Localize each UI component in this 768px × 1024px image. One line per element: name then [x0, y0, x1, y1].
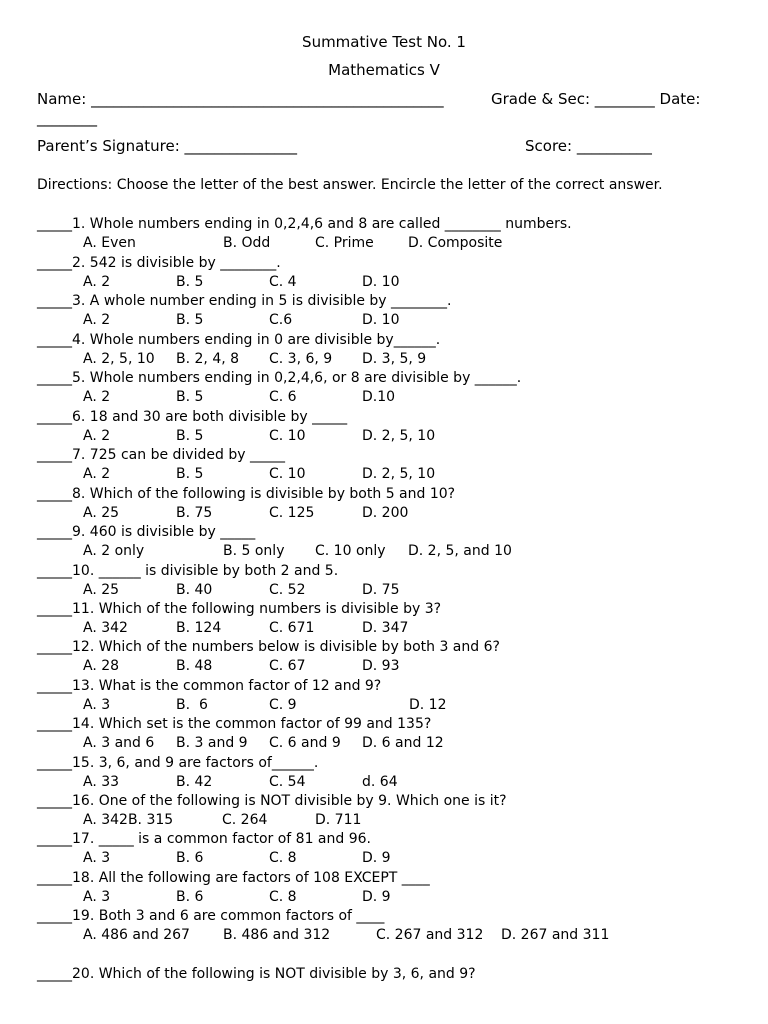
date-field-continuation: ________: [37, 109, 97, 127]
choice-c[interactable]: C. 10 only: [315, 543, 386, 559]
choice-d[interactable]: D. 10: [362, 274, 400, 290]
choice-c[interactable]: C. 9: [269, 697, 297, 713]
question-11: _____11. Which of the following numbers is divisible by 3?: [37, 601, 442, 617]
choice-b[interactable]: B. 3 and 9: [176, 735, 248, 751]
test-title: Summative Test No. 1: [302, 33, 466, 51]
choice-c[interactable]: C. 125: [269, 505, 315, 521]
choice-b[interactable]: B. 48: [176, 658, 213, 674]
choice-a[interactable]: A. 2: [83, 428, 111, 444]
choice-a[interactable]: A. 3: [83, 697, 111, 713]
choice-c[interactable]: C. 8: [269, 850, 297, 866]
question-12: _____12. Which of the numbers below is divisible by both 3 and 6?: [37, 639, 500, 655]
directions: Directions: Choose the letter of the best answer. Encircle the letter of the correct answer.: [37, 177, 663, 193]
choices-row: [83, 619, 723, 637]
choice-d[interactable]: D. 3, 5, 9: [362, 351, 427, 367]
parent-signature-field: Parent’s Signature: _______________: [37, 137, 298, 155]
choice-d[interactable]: D. 93: [362, 658, 400, 674]
choices-row: [83, 849, 723, 867]
choice-b[interactable]: B. 5 only: [223, 543, 285, 559]
choice-a[interactable]: A. Even: [83, 235, 136, 251]
choice-a[interactable]: A. 342B. 315: [83, 812, 174, 828]
choice-b[interactable]: B. 6: [176, 889, 204, 905]
subject-title: Mathematics V: [328, 61, 440, 79]
name-field: Name: _______________________________________________: [37, 90, 444, 108]
choices-row: [83, 465, 723, 483]
choice-a[interactable]: A. 25: [83, 582, 120, 598]
choice-c[interactable]: C. 8: [269, 889, 297, 905]
question-19: _____19. Both 3 and 6 are common factors of ____: [37, 908, 385, 924]
choice-d[interactable]: D. 9: [362, 850, 391, 866]
choice-a[interactable]: A. 25: [83, 505, 120, 521]
choice-d[interactable]: d. 64: [362, 774, 398, 790]
choice-b[interactable]: B. 2, 4, 8: [176, 351, 240, 367]
choice-c[interactable]: C. 10: [269, 466, 306, 482]
choice-b[interactable]: B. 6: [176, 850, 204, 866]
question-20: _____20. Which of the following is NOT divisible by 3, 6, and 9?: [37, 966, 476, 982]
choice-a[interactable]: A. 3 and 6: [83, 735, 155, 751]
choice-c[interactable]: C. 54: [269, 774, 306, 790]
choice-b[interactable]: B. 6: [176, 697, 208, 713]
choices-row: [83, 811, 723, 829]
choice-b[interactable]: B. 5: [176, 389, 204, 405]
choice-a[interactable]: A. 2: [83, 312, 111, 328]
choice-c[interactable]: C. 52: [269, 582, 306, 598]
choice-c[interactable]: C. 267 and 312: [376, 927, 484, 943]
choices-row: [83, 773, 723, 791]
choice-a[interactable]: A. 486 and 267: [83, 927, 190, 943]
question-16: _____16. One of the following is NOT divisible by 9. Which one is it?: [37, 793, 507, 809]
choice-b[interactable]: B. 5: [176, 428, 204, 444]
question-13: _____13. What is the common factor of 12 and 9?: [37, 678, 382, 694]
choice-a[interactable]: A. 3: [83, 889, 111, 905]
choice-d[interactable]: D. 267 and 311: [501, 927, 610, 943]
choice-a[interactable]: A. 2: [83, 466, 111, 482]
question-4: _____4. Whole numbers ending in 0 are divisible by______.: [37, 332, 441, 348]
choice-a[interactable]: A. 3: [83, 850, 111, 866]
question-1: _____1. Whole numbers ending in 0,2,4,6 and 8 are called ________ numbers.: [37, 216, 572, 232]
choice-d[interactable]: D. 2, 5, 10: [362, 466, 436, 482]
question-17: _____17. _____ is a common factor of 81 and 96.: [37, 831, 371, 847]
choice-d[interactable]: D. 2, 5, 10: [362, 428, 436, 444]
choice-c[interactable]: C.6: [269, 312, 293, 328]
question-2: _____2. 542 is divisible by ________.: [37, 255, 281, 271]
choice-c[interactable]: C. 671: [269, 620, 315, 636]
choice-d[interactable]: D. 347: [362, 620, 409, 636]
choice-b[interactable]: B. 124: [176, 620, 222, 636]
choice-b[interactable]: B. 5: [176, 466, 204, 482]
grade-date-field: Grade & Sec: ________ Date:: [491, 90, 701, 108]
choice-b[interactable]: B. 486 and 312: [223, 927, 331, 943]
choice-d[interactable]: D. 200: [362, 505, 409, 521]
choices-row: [83, 427, 723, 445]
choice-d[interactable]: D. 6 and 12: [362, 735, 444, 751]
choices-row: [83, 350, 723, 368]
question-18: _____18. All the following are factors of 108 EXCEPT ____: [37, 870, 430, 886]
question-7: _____7. 725 can be divided by _____: [37, 447, 285, 463]
question-14: _____14. Which set is the common factor of 99 and 135?: [37, 716, 432, 732]
choice-d[interactable]: D. 12: [409, 697, 447, 713]
choice-a[interactable]: A. 342: [83, 620, 128, 636]
choice-d[interactable]: D. Composite: [408, 235, 503, 251]
choice-b[interactable]: C. 264: [222, 812, 268, 828]
choice-b[interactable]: B. 75: [176, 505, 213, 521]
choices-row: [83, 388, 723, 406]
choice-a[interactable]: A. 28: [83, 658, 120, 674]
choice-d[interactable]: D. 2, 5, and 10: [408, 543, 512, 559]
question-9: _____9. 460 is divisible by _____: [37, 524, 256, 540]
choices-row: [83, 888, 723, 906]
choice-b[interactable]: B. 5: [176, 312, 204, 328]
question-6: _____6. 18 and 30 are both divisible by _____: [37, 409, 348, 425]
choices-row: [83, 734, 723, 752]
choice-d[interactable]: D.10: [362, 389, 396, 405]
choice-d[interactable]: D. 10: [362, 312, 400, 328]
choice-a[interactable]: A. 2 only: [83, 543, 145, 559]
choice-a[interactable]: A. 33: [83, 774, 120, 790]
choices-row: [83, 311, 723, 329]
choice-d[interactable]: D. 75: [362, 582, 400, 598]
choice-c[interactable]: C. 67: [269, 658, 306, 674]
choice-c[interactable]: C. Prime: [315, 235, 374, 251]
choice-b[interactable]: B. 42: [176, 774, 213, 790]
choices-row: [83, 273, 723, 291]
choice-b[interactable]: B. Odd: [223, 235, 271, 251]
choice-c[interactable]: C. 6 and 9: [269, 735, 341, 751]
score-field: Score: __________: [525, 137, 652, 155]
choice-c[interactable]: C. 3, 6, 9: [269, 351, 333, 367]
choice-c[interactable]: C. 10: [269, 428, 306, 444]
choices-row: [83, 581, 723, 599]
question-10: _____10. ______ is divisible by both 2 and 5.: [37, 563, 339, 579]
question-15: _____15. 3, 6, and 9 are factors of______.: [37, 755, 319, 771]
question-8: _____8. Which of the following is divisible by both 5 and 10?: [37, 486, 456, 502]
choices-row: [83, 542, 723, 560]
choice-b[interactable]: B. 40: [176, 582, 213, 598]
choice-c[interactable]: D. 711: [315, 812, 362, 828]
question-5: _____5. Whole numbers ending in 0,2,4,6, or 8 are divisible by ______.: [37, 370, 522, 386]
choice-a[interactable]: A. 2: [83, 389, 111, 405]
choices-row: [83, 696, 723, 714]
choice-a[interactable]: A. 2, 5, 10: [83, 351, 155, 367]
choices-row: [83, 504, 723, 522]
choices-row: [83, 657, 723, 675]
choice-d[interactable]: D. 9: [362, 889, 391, 905]
choices-row: [83, 926, 723, 944]
choice-a[interactable]: A. 2: [83, 274, 111, 290]
choice-c[interactable]: C. 6: [269, 389, 297, 405]
choice-c[interactable]: C. 4: [269, 274, 297, 290]
question-3: _____3. A whole number ending in 5 is divisible by ________.: [37, 293, 452, 309]
choice-b[interactable]: B. 5: [176, 274, 204, 290]
choices-row: [83, 234, 723, 252]
